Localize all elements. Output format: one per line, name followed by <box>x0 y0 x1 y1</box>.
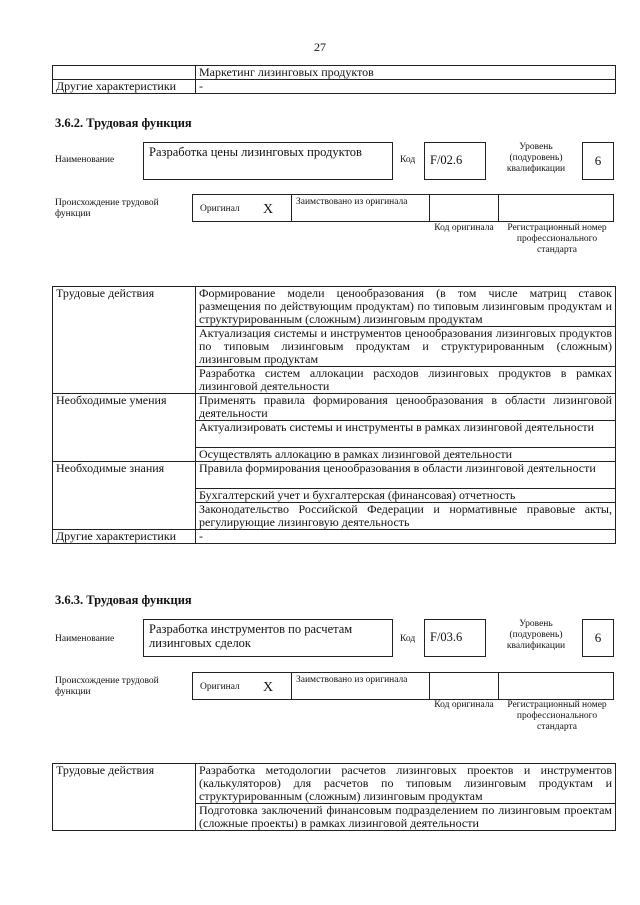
reg-number-label: Регистрационный номер профессионального стандарта <box>507 700 607 732</box>
level-label: Уровень (подуровень) квалификации <box>506 619 566 651</box>
name-label: Наименование <box>55 155 115 165</box>
function-table <box>52 763 616 831</box>
code-label: Код <box>400 634 416 644</box>
borrowed-label: Заимствовано из оригинала <box>291 672 430 700</box>
code-label: Код <box>400 155 416 165</box>
reg-number-cell <box>498 672 614 700</box>
function-table <box>52 286 616 544</box>
table-row <box>53 80 616 94</box>
table-cell: Формирование модели ценообразования (в том числе матриц ставок размещения по действующим продуктам) по типовым лизинговым продуктам и структурированным (сложным) лизинговым продуктам <box>196 287 616 327</box>
code-original-label: Код оригинала <box>434 223 494 233</box>
x-mark: X <box>263 680 274 695</box>
origin-label: Происхождение трудовой функции <box>55 198 159 219</box>
row-label: Необходимые умения <box>53 394 196 462</box>
section-heading: 3.6.3. Трудовая функция <box>55 593 192 607</box>
row-label <box>53 66 196 80</box>
table-cell: Актуализация системы и инструментов ценообразования лизинговых продуктов по типовым лизинговым продуктам и структурированным (сложным) лизинговым продуктам <box>196 327 616 367</box>
table-cell: Законодательство Российской Федерации и нормативные правовые акты, регулирующие лизинговую деятельность <box>196 503 616 530</box>
table-row <box>53 66 616 80</box>
function-level: 6 <box>582 142 614 180</box>
table-row <box>53 530 616 544</box>
table-cell: Разработка систем аллокации расходов лизинговых продуктов в рамках лизинговой деятельности <box>196 367 616 394</box>
table-row <box>53 462 616 489</box>
reg-number-label: Регистрационный номер профессионального стандарта <box>507 223 607 255</box>
table-row <box>53 394 616 421</box>
origin-label: Происхождение трудовой функции <box>55 676 159 697</box>
top-table <box>52 65 616 94</box>
code-original-cell <box>429 194 499 222</box>
table-cell: Актуализировать системы и инструменты в рамках лизинговой деятельности <box>196 421 616 448</box>
row-label: Трудовые действия <box>53 287 196 394</box>
reg-number-cell <box>498 194 614 222</box>
x-mark: X <box>263 202 274 217</box>
function-name: Разработка цены лизинговых продуктов <box>143 142 393 180</box>
row-label: Трудовые действия <box>53 764 196 831</box>
name-label: Наименование <box>55 634 115 644</box>
row-label: Другие характеристики <box>53 80 196 94</box>
row-label: Другие характеристики <box>53 530 196 544</box>
section-heading: 3.6.2. Трудовая функция <box>55 116 192 130</box>
table-cell: Подготовка заключений финансовым подразделением по лизинговым проектам (сложные проекты) в рамках лизинговой деятельности <box>196 804 616 831</box>
function-code: F/02.6 <box>424 142 486 180</box>
table-cell: Осуществлять аллокацию в рамках лизинговой деятельности <box>196 448 616 462</box>
function-level: 6 <box>582 619 614 657</box>
level-label: Уровень (подуровень) квалификации <box>506 142 566 174</box>
code-original-label: Код оригинала <box>434 700 494 710</box>
original-label: Оригинал <box>200 682 240 692</box>
row-label: Необходимые знания <box>53 462 196 530</box>
table-cell: Применять правила формирования ценообразования в области лизинговой деятельности <box>196 394 616 421</box>
table-cell: Бухгалтерский учет и бухгалтерская (финансовая) отчетность <box>196 489 616 503</box>
row-value: Маркетинг лизинговых продуктов <box>196 66 616 80</box>
origin-original-cell <box>192 672 292 700</box>
function-name: Разработка инструментов по расчетам лизинговых сделок <box>143 619 393 657</box>
function-code: F/03.6 <box>424 619 486 657</box>
code-original-cell <box>429 672 499 700</box>
table-cell: Правила формирования ценообразования в области лизинговой деятельности <box>196 462 616 489</box>
original-label: Оригинал <box>200 204 240 214</box>
table-row <box>53 764 616 804</box>
borrowed-label: Заимствовано из оригинала <box>291 194 430 222</box>
origin-original-cell <box>192 194 292 222</box>
table-row <box>53 287 616 327</box>
table-cell: - <box>196 530 616 544</box>
page-number: 27 <box>314 40 326 54</box>
row-value: - <box>196 80 616 94</box>
table-cell: Разработка методологии расчетов лизинговых проектов и инструментов (калькуляторов) для расчетов по типовым лизинговым продуктам и структурированным (сложным) лизинговым продуктам <box>196 764 616 804</box>
